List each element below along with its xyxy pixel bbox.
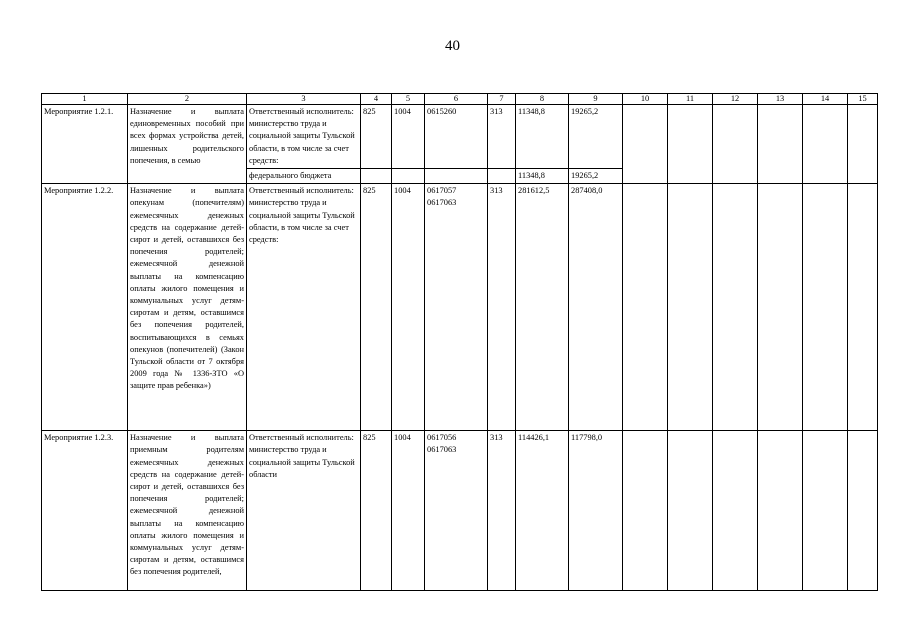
table-row bbox=[42, 105, 878, 169]
page-number: 40 bbox=[445, 38, 460, 54]
cell-col5 bbox=[392, 169, 425, 184]
table-row bbox=[42, 184, 878, 431]
cell-col6 bbox=[425, 105, 488, 169]
column-number: 5 bbox=[392, 94, 425, 105]
cell-col6 bbox=[425, 431, 488, 591]
target-code: 0617056 bbox=[427, 433, 457, 443]
cell-col11 bbox=[668, 105, 713, 184]
cell-col11 bbox=[668, 184, 713, 431]
target-code: 0617057 bbox=[427, 186, 457, 196]
cell-col13 bbox=[758, 105, 803, 184]
column-number: 7 bbox=[488, 94, 516, 105]
funding-source-label: федерального бюджета bbox=[247, 169, 361, 184]
column-number: 2 bbox=[128, 94, 247, 105]
cell-col5: 1004 bbox=[392, 431, 425, 591]
column-number: 15 bbox=[848, 94, 878, 105]
cell-col9: 287408,0 bbox=[569, 184, 623, 431]
cell-col12 bbox=[713, 184, 758, 431]
responsible-executor: Ответственный исполнитель: министерство труда и социальной защиты Тульской области, в том числе за счет средств: bbox=[247, 105, 361, 169]
cell-col7: 313 bbox=[488, 105, 516, 169]
cell-col4: 825 bbox=[361, 431, 392, 591]
cell-col8: 281612,5 bbox=[516, 184, 569, 431]
cell-col6 bbox=[425, 184, 488, 431]
target-code: 0615260 bbox=[427, 107, 457, 116]
cell-col4: 825 bbox=[361, 105, 392, 169]
cell-col8: 114426,1 bbox=[516, 431, 569, 591]
target-code: 0617063 bbox=[427, 198, 457, 208]
measure-label: Мероприятие 1.2.2. bbox=[42, 184, 128, 431]
column-number: 12 bbox=[713, 94, 758, 105]
cell-col5: 1004 bbox=[392, 184, 425, 431]
table-row bbox=[42, 431, 878, 591]
column-number: 6 bbox=[425, 94, 488, 105]
cell-col13 bbox=[758, 184, 803, 431]
cell-col13 bbox=[758, 431, 803, 591]
cell-col9: 19265,2 bbox=[569, 105, 623, 169]
cell-col12 bbox=[713, 431, 758, 591]
cell-col4: 825 bbox=[361, 184, 392, 431]
column-number: 11 bbox=[668, 94, 713, 105]
budget-table bbox=[41, 93, 878, 591]
measure-label: Мероприятие 1.2.1. bbox=[42, 105, 128, 184]
measure-description: Назначение и выплата единовременных пособий при всех формах устройства детей, лишенных родительского попечения, в семью bbox=[128, 105, 247, 184]
cell-col4 bbox=[361, 169, 392, 184]
cell-col10 bbox=[623, 431, 668, 591]
cell-col5: 1004 bbox=[392, 105, 425, 169]
cell-col14 bbox=[803, 105, 848, 184]
measure-label: Мероприятие 1.2.3. bbox=[42, 431, 128, 591]
column-number: 3 bbox=[247, 94, 361, 105]
cell-col15 bbox=[848, 431, 878, 591]
cell-col15 bbox=[848, 105, 878, 184]
cell-col6 bbox=[425, 169, 488, 184]
responsible-executor: Ответственный исполнитель: министерство труда и социальной защиты Тульской области, в том числе за счет средств: bbox=[247, 184, 361, 431]
column-number: 8 bbox=[516, 94, 569, 105]
cell-col14 bbox=[803, 431, 848, 591]
column-number: 14 bbox=[803, 94, 848, 105]
measure-description: Назначение и выплата опекунам (попечителям) ежемесячных денежных средств на содержание детей-сирот и детей, оставшихся без попечения родителей; ежемесячной денежной выплаты на компенсацию оплаты жилого помещения и коммунальных услуг детям-сиротам и детям, оставшимся без попечения родителей, воспитывающихся в семьях опекунов (попечителей) (Закон Тульской области от 7 октября 2009 года № 1336-ЗТО «О защите прав ребенка») bbox=[128, 184, 247, 431]
cell-col10 bbox=[623, 184, 668, 431]
column-number: 1 bbox=[42, 94, 128, 105]
cell-col9: 117798,0 bbox=[569, 431, 623, 591]
column-number: 10 bbox=[623, 94, 668, 105]
cell-col11 bbox=[668, 431, 713, 591]
cell-col15 bbox=[848, 184, 878, 431]
cell-col10 bbox=[623, 105, 668, 184]
cell-col8: 11348,8 bbox=[516, 169, 569, 184]
cell-col14 bbox=[803, 184, 848, 431]
cell-col7: 313 bbox=[488, 431, 516, 591]
target-code: 0617063 bbox=[427, 445, 457, 455]
column-number: 13 bbox=[758, 94, 803, 105]
cell-col9: 19265,2 bbox=[569, 169, 623, 184]
column-number-row bbox=[42, 94, 878, 105]
cell-col8: 11348,8 bbox=[516, 105, 569, 169]
cell-col7 bbox=[488, 169, 516, 184]
cell-col12 bbox=[713, 105, 758, 184]
column-number: 9 bbox=[569, 94, 623, 105]
responsible-executor: Ответственный исполнитель: министерство труда и социальной защиты Тульской области bbox=[247, 431, 361, 591]
cell-col7: 313 bbox=[488, 184, 516, 431]
measure-description: Назначение и выплата приемным родителям ежемесячных денежных средств на содержание детей-сирот и детей, оставшихся без попечения родителей; ежемесячной денежной выплаты на компенсацию оплаты жилого помещения и коммунальных услуг детям-сиротам и детям, оставшимся без попечения родителей, bbox=[128, 431, 247, 591]
column-number: 4 bbox=[361, 94, 392, 105]
